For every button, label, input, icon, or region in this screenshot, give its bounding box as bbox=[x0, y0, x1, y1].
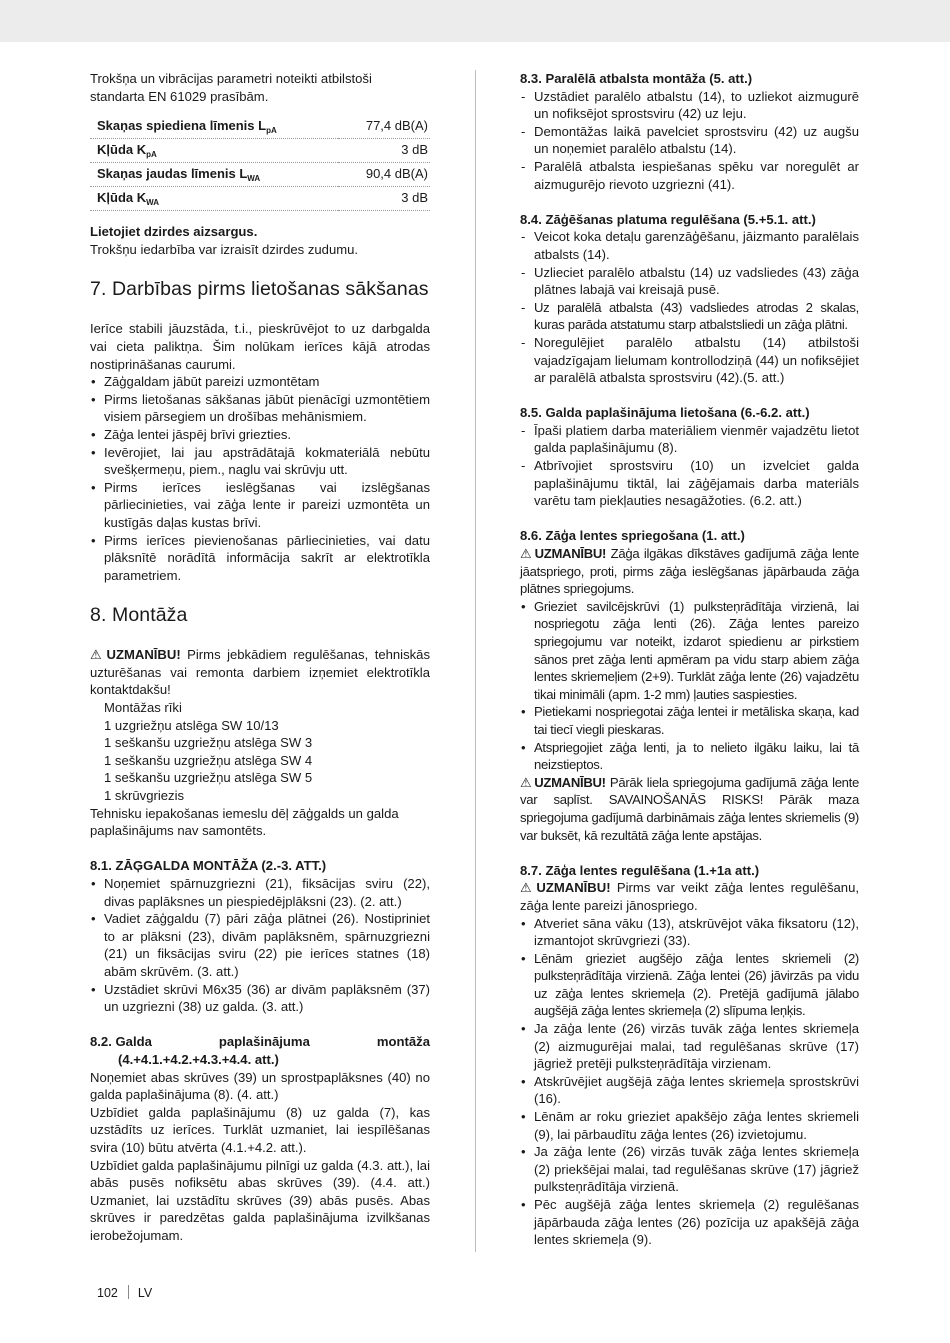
noise-sub: WA bbox=[146, 198, 160, 208]
noise-sub: WA bbox=[247, 174, 261, 184]
list-item: - Noregulējiet paralēlo atbalstu (14) atbilstoši vajadzīgajam lielumam kontrollodziņā (44) un nofiksējiet ar paralēlā atbalsta sprostsviru (42).(5. att.) bbox=[520, 334, 859, 387]
list-item: • Ja zāģa lente (26) virzās tuvāk zāģa lentes skriemeļa (2) aizmugurējai malai, tad regulēšanas skrūve (17) jāgriež pretēji pulksteņrādītāja virzienam. bbox=[520, 1020, 859, 1073]
table-row bbox=[90, 163, 430, 187]
noise-label: Kļūda K bbox=[97, 190, 147, 206]
section-8-2-subtitle: (4.+4.1.+4.2.+4.3.+4.4. att.) bbox=[118, 1051, 279, 1067]
section-7-intro: Ierīce stabili jāuzstāda, t.i., pieskrūvējot to uz darbgalda vai cieta paliktņa. Šim nolūkam ierīces kājā atrodas nostiprināšanas caurumi. bbox=[90, 321, 430, 372]
list-item: - Paralēlā atbalsta iespiešanas spēku var noregulēt ar aizmugurējo rievoto uzgriezni (41). bbox=[520, 158, 859, 193]
tool-item: 1 seškanšu uzgriežņu atslēga SW 5 bbox=[104, 770, 313, 786]
packing-note: Tehnisku iepakošanas iemeslu dēļ zāģgalds un galda paplašinājums nav samontēts. bbox=[90, 805, 399, 839]
section-7-title: 7. Darbības pirms lietošanas sākšanas bbox=[90, 278, 429, 301]
table-row bbox=[90, 187, 430, 211]
noise-sub: pA bbox=[266, 126, 277, 136]
title-part: 8.2. Galda bbox=[90, 1034, 152, 1050]
warning-icon: ⚠ bbox=[90, 647, 105, 663]
list-item: • Lēnām grieziet augšējo zāģa lentes skriemeli (2) pulksteņrādītāja virzienā. Zāģa lentei (26) jāvirzās pa vidu uz zāģa lentes skriemeļa (2). Pretējā gadījumā jālabo augšējā zāģa lentes skriemeļa (2) slīpuma leņķis. bbox=[520, 950, 859, 1020]
noise-label: Skaņas jaudas līmenis L bbox=[97, 166, 248, 182]
noise-label: Kļūda K bbox=[97, 142, 147, 158]
tool-item: 1 uzgriežņu atslēga SW 10/13 bbox=[104, 717, 279, 733]
tool-item: 1 seškanšu uzgriežņu atslēga SW 3 bbox=[104, 735, 313, 751]
warning-label: UZMANĪBU! bbox=[534, 774, 606, 790]
section-8-3-title: 8.3. Paralēlā atbalsta montāža (5. att.) bbox=[520, 71, 753, 86]
paragraph: Uzbīdiet galda paplašinājumu pilnīgi uz galda (4.3. att.), lai abās pusēs nofiksētu abas skrūves (39). (4.4. att.) Uzmaniet, lai uzstādītu skrūves (39) abās pusēs. Abas skrūves ir paredzētas galda paplašinājuma izvilkšanas ierobežojumam. bbox=[90, 1157, 430, 1243]
list-item: • Pēc augšējā zāģa lentes skriemeļa (2) regulēšanas jāpārbauda zāģa lentes (26) pozīcija uz apakšējā zāģa lentes skriemeļa (9). bbox=[520, 1196, 859, 1249]
section-8-6-warning bbox=[520, 545, 859, 598]
warning-text: Pirms jebkādiem regulēšanas, tehniskās uzturēšanas vai remonta darbiem izņemiet elektrotīkla kontaktdakšu! bbox=[90, 647, 431, 698]
warning-text: Pārāk liela spriegojuma gadījumā zāģa lente var saplīst. SAVAINOŠANĀS RISKS! Pārāk maza spriegojuma gadījumā darbināmais zāģa lentes skriemelis (9) var buksēt, kā rezultātā zāģa lente apstājas. bbox=[520, 774, 859, 843]
language-code: LV bbox=[137, 1286, 153, 1300]
warning-label: UZMANĪBU! bbox=[106, 647, 181, 663]
list-item: - Demontāžas laikā pavelciet sprostsviru (42) uz augšu un noņemiet paralēlo atbalstu (14). bbox=[520, 123, 859, 158]
list-item: • Atskrūvējiet augšējā zāģa lentes skriemeļa sprostskrūvi (16). bbox=[520, 1073, 859, 1108]
section-8-6-warning-2 bbox=[520, 774, 859, 844]
ear-protection-heading: Lietojiet dzirdes aizsargus. bbox=[90, 224, 258, 240]
list-item: • Lēnām ar roku grieziet apakšējo zāģa lentes skriemeli (9), lai pārbaudītu zāģa lentes (26) izvietojumu. bbox=[520, 1108, 859, 1143]
warning-icon: ⚠ bbox=[520, 546, 533, 562]
warning-label: UZMANĪBU! bbox=[534, 546, 607, 562]
list-item: • Pietiekami nospriegotai zāģa lentei ir metāliska skaņa, kad tai tiecī viegli pieskaras. bbox=[520, 703, 859, 738]
left-column bbox=[90, 70, 430, 1244]
tools-title: Montāžas rīki bbox=[104, 700, 182, 716]
list-item: • Noņemiet spārnuzgriezni (21), fiksācijas sviru (22), divas paplāksnes un piespiedējplāksni (23). (2. att.) bbox=[90, 875, 430, 910]
section-8-warning bbox=[90, 646, 430, 699]
noise-label: Skaņas spiediena līmenis L bbox=[97, 118, 267, 134]
list-item: - Veicot koka detaļu garenzāģēšanu, jāizmanto paralēlais atbalsts (14). bbox=[520, 228, 859, 263]
column-divider bbox=[475, 70, 476, 1252]
section-8-title: 8. Montāža bbox=[90, 604, 188, 627]
warning-label: UZMANĪBU! bbox=[536, 880, 611, 896]
section-8-5-title: 8.5. Galda paplašinājuma lietošana (6.-6.2. att.) bbox=[520, 405, 810, 421]
list-item: • Atspriegojiet zāģa lenti, ja to nelieto ilgāku laiku, lai tā neizstieptos. bbox=[520, 739, 859, 774]
ear-protection-text: Trokšņu iedarbība var izraisīt dzirdes zudumu. bbox=[90, 241, 359, 257]
list-item: - Atbrīvojiet sprostsviru (10) un izvelciet galda paplašinājumu tiktāl, lai zāģējamais darba materiāls varētu tam piekļauties nesagāžoties. (6.2. att.) bbox=[520, 457, 859, 510]
section-8-2-title bbox=[90, 1033, 430, 1051]
section-8-1-title: 8.1. ZĀĢGALDA MONTĀŽA (2.-3. ATT.) bbox=[90, 858, 327, 874]
list-item: • Zāģgaldam jābūt pareizi uzmontētam bbox=[90, 373, 430, 391]
noise-sub: pA bbox=[146, 150, 157, 160]
list-item: • Zāģa lentei jāspēj brīvi griezties. bbox=[90, 426, 430, 444]
footer-separator bbox=[128, 1285, 129, 1299]
top-bar bbox=[0, 0, 950, 42]
warning-text: Zāģa ilgākas dīkstāves gadījumā zāģa lente jāatspriego, proti, pirms zāģa ieslēgšanas jāpārbauda zāģa plātnes spriegojums. bbox=[520, 546, 859, 597]
tool-item: 1 seškanšu uzgriežņu atslēga SW 4 bbox=[104, 752, 313, 768]
section-8-6-list bbox=[520, 598, 859, 774]
noise-value: 90,4 dB(A) bbox=[338, 163, 430, 187]
table-row bbox=[90, 139, 430, 163]
list-item: • Ja zāģa lente (26) virzās tuvāk zāģa lentes skriemeļa (2) priekšējai malai, tad regulēšanas skrūve (17) jāgriež pulksteņrādītāja virzienā. bbox=[520, 1143, 859, 1196]
list-item: • Pirms ierīces pievienošanas pārliecinieties, vai datu plāksnītē norādītā informācija sakrīt ar elektrotīkla parametriem. bbox=[90, 532, 430, 585]
section-8-7-title: 8.7. Zāģa lentes regulēšana (1.+1a att.) bbox=[520, 862, 760, 878]
page-number: 102 bbox=[97, 1286, 118, 1300]
title-part: paplašinājuma bbox=[218, 1034, 310, 1050]
paragraph: Uzbīdiet galda paplašinājumu (8) uz galda (7), kas uzstādīts uz ierīces. Turklāt uzmaniet, lai iespīlēšanas svira (10) būtu atvērta (4.1.+4.2. att.). bbox=[90, 1104, 430, 1155]
section-8-5-list bbox=[520, 422, 859, 510]
section-8-7-list bbox=[520, 915, 859, 1249]
table-row bbox=[90, 115, 430, 139]
warning-text: Pirms var veikt zāģa lentes regulēšanu, zāģa lente pareizi jānospriego. bbox=[520, 880, 859, 913]
section-8-3-list bbox=[520, 88, 859, 194]
warning-icon: ⚠ bbox=[520, 774, 533, 790]
noise-value: 77,4 dB(A) bbox=[338, 115, 430, 139]
list-item: • Atveriet sāna vāku (13), atskrūvējot vāka fiksatoru (12), izmantojot skrūvgriezi (33). bbox=[520, 915, 859, 950]
noise-intro: Trokšņa un vibrācijas parametri noteikti atbilstoši standarta EN 61029 prasībām. bbox=[90, 71, 372, 104]
list-item: • Pirms ierīces ieslēgšanas vai izslēgšanas pārliecinieties, vai zāģa lente ir pareizi uzmontēta un kustīgās daļas kustas brīvi. bbox=[90, 479, 430, 532]
noise-value: 3 dB bbox=[338, 139, 430, 163]
section-8-6-title: 8.6. Zāģa lentes spriegošana (1. att.) bbox=[520, 528, 745, 544]
list-item: • Ievērojiet, lai jau apstrādātajā kokmateriālā nebūtu svešķermeņu, piem., naglu vai skrūvju utt. bbox=[90, 444, 430, 479]
noise-table bbox=[90, 115, 430, 211]
section-8-4-title: 8.4. Zāģēšanas platuma regulēšana (5.+5.1. att.) bbox=[520, 211, 816, 227]
section-8-4-list bbox=[520, 228, 859, 386]
list-item: • Pirms lietošanas sākšanas jābūt pienācīgi uzmontētiem visiem pārsegiem un drošības mehānismiem. bbox=[90, 391, 430, 426]
section-8-7-warning bbox=[520, 879, 859, 914]
list-item: • Uzstādiet skrūvi M6x35 (36) ar divām paplāksnēm (37) un uzgriezni (38) uz galda. (3. att.) bbox=[90, 981, 430, 1016]
page-footer bbox=[97, 1285, 152, 1300]
title-part: montāža bbox=[376, 1034, 430, 1050]
noise-value: 3 dB bbox=[338, 187, 430, 211]
warning-icon: ⚠ bbox=[520, 880, 535, 896]
paragraph: Noņemiet abas skrūves (39) un sprostpaplāksnes (40) no galda paplašinājuma (8). (4. att.) bbox=[90, 1069, 430, 1103]
list-item: - Uzstādiet paralēlo atbalstu (14), to uzliekot aizmugurē un nofiksējot sprostsviru (42) uz leju. bbox=[520, 88, 859, 123]
list-item: • Vadiet zāģgaldu (7) pāri zāģa plātnei (26). Nostipriniet to ar plāksni (23), divām paplāksnēm, spārnuzgriezni (21) un fiksācijas sviru (22) pie ierīces statnes (18) abām skrūvēm. (3. att.) bbox=[90, 910, 430, 980]
section-8-1-list bbox=[90, 875, 430, 1016]
list-item: - Uzlieciet paralēlo atbalstu (14) uz vadsliedes (43) zāģa plātnes labajā vai kreisajā pusē. bbox=[520, 264, 859, 299]
right-column bbox=[520, 70, 859, 1249]
section-7-list bbox=[90, 373, 430, 584]
tool-item: 1 skrūvgriezis bbox=[104, 788, 185, 804]
list-item: - Īpaši platiem darba materiāliem vienmēr vajadzētu lietot galda paplašinājumu (8). bbox=[520, 422, 859, 457]
list-item: - Uz paralēlā atbalsta (43) vadsliedes atrodas 2 skalas, kuras parāda atstatumu starp atbalstsliedi un zāģa plātni. bbox=[520, 299, 859, 334]
list-item: • Grieziet savilcējskrūvi (1) pulksteņrādītāja virzienā, lai nospriegotu zāģa lenti (26). Zāģa lentes pareizo spriegojumu var noteikt, izdarot spiedienu ar pirkstiem sānos pret zāģa lenti apmēram pa vidu starp abiem zāģa lentes skriemeļiem (2+9). Turklāt zāģa lente (26) vajadzētu tikai minimāli (apm. 1-2 mm) ļauties saspiesties. bbox=[520, 598, 859, 704]
